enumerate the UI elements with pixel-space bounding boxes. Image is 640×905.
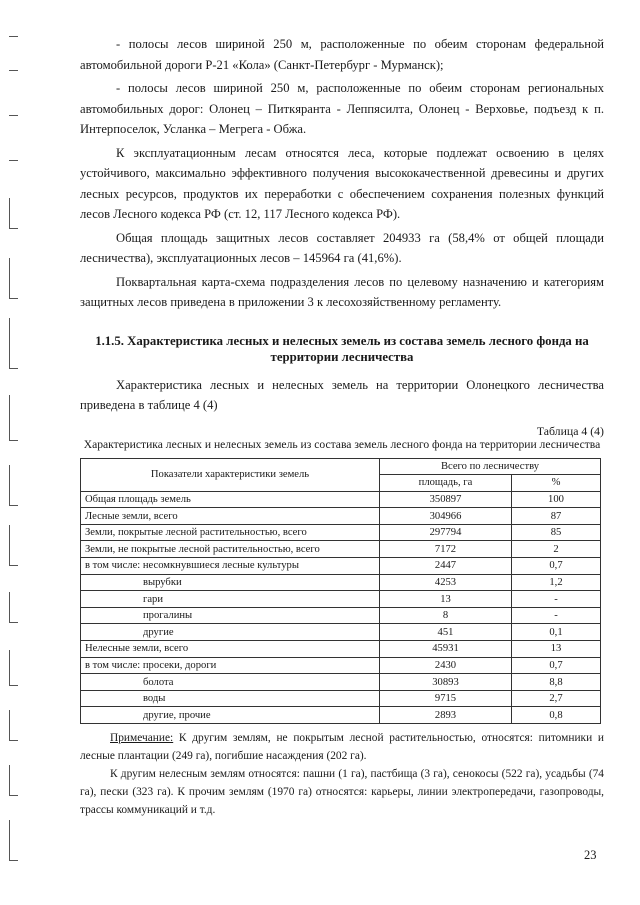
row-label: другие: [81, 624, 380, 641]
table-title: Характеристика лесных и нелесных земель из состава земель лесного фонда на территории лесничества: [83, 437, 601, 451]
row-label: другие, прочие: [81, 707, 380, 724]
row-area: 451: [380, 624, 512, 641]
margin-line: [9, 198, 10, 228]
row-percent: 0,7: [512, 657, 601, 674]
margin-tick: [9, 740, 18, 741]
margin-line: [9, 765, 10, 795]
table-label: Таблица 4 (4): [536, 423, 604, 438]
margin-line: [9, 820, 10, 860]
margin-line: [9, 318, 10, 368]
table-row: [81, 674, 601, 691]
margin-tick: [9, 160, 18, 161]
header-percent: %: [512, 475, 601, 492]
row-label: Общая площадь земель: [81, 491, 380, 508]
page-number: 23: [584, 848, 597, 862]
row-percent: 2: [512, 541, 601, 558]
row-percent: 0,8: [512, 707, 601, 724]
row-percent: 1,2: [512, 574, 601, 591]
table-row: [81, 607, 601, 624]
row-area: 350897: [380, 491, 512, 508]
row-area: 304966: [380, 508, 512, 525]
table-row: [81, 508, 601, 525]
margin-tick: [9, 505, 18, 506]
table-row: [81, 541, 601, 558]
row-percent: 0,7: [512, 558, 601, 575]
row-label: в том числе: просеки, дороги: [81, 657, 380, 674]
note-label: Примечание:: [110, 732, 174, 744]
row-area: 30893: [380, 674, 512, 691]
row-percent: -: [512, 607, 601, 624]
margin-tick: [9, 622, 18, 623]
paragraph-map-reference: Поквартальная карта-схема подразделения лесов по целевому назначению и категориям защитных лесов приведена в приложении 3 к лесохозяйственному регламенту.: [80, 274, 604, 309]
document-page: [80, 34, 604, 819]
margin-tick: [9, 36, 18, 37]
table-row: [81, 524, 601, 541]
table-row: [81, 707, 601, 724]
row-area: 2447: [380, 558, 512, 575]
binding-margin-marks: [0, 0, 30, 905]
margin-tick: [9, 860, 18, 861]
row-area: 2430: [380, 657, 512, 674]
row-percent: 85: [512, 524, 601, 541]
margin-line: [9, 592, 10, 622]
table-row: [81, 574, 601, 591]
row-percent: 2,7: [512, 690, 601, 707]
margin-tick: [9, 565, 18, 566]
row-area: 8: [380, 607, 512, 624]
row-area: 13: [380, 591, 512, 608]
row-area: 7172: [380, 541, 512, 558]
row-area: 45931: [380, 641, 512, 658]
table-header-row: [81, 458, 601, 475]
margin-tick: [9, 440, 18, 441]
margin-tick: [9, 70, 18, 71]
row-label: Земли, покрытые лесной растительностью, всего: [81, 524, 380, 541]
margin-line: [9, 525, 10, 565]
table-row: [81, 641, 601, 658]
table-row: [81, 690, 601, 707]
section-intro: Характеристика лесных и нелесных земель на территории Олонецкого лесничества приведена в таблице 4 (4): [80, 377, 604, 412]
paragraph-total-area: Общая площадь защитных лесов составляет 204933 га (58,4% от общей площади лесничества), эксплуатационных лесов – 145964 га (41,6%).: [80, 230, 604, 265]
row-percent: 8,8: [512, 674, 601, 691]
table-row: [81, 624, 601, 641]
row-label: воды: [81, 690, 380, 707]
margin-line: [9, 465, 10, 505]
margin-line: [9, 395, 10, 440]
margin-tick: [9, 368, 18, 369]
row-label: вырубки: [81, 574, 380, 591]
header-indicators: Показатели характеристики земель: [81, 458, 380, 491]
row-label: прогалины: [81, 607, 380, 624]
paragraph-federal-road: - полосы лесов шириной 250 м, расположенные по обеим сторонам федеральной автомобильной дороги Р-21 «Кола» (Санкт-Петербург - Мурманск);: [80, 37, 604, 72]
row-percent: 87: [512, 508, 601, 525]
row-label: Земли, не покрытые лесной растительностью, всего: [81, 541, 380, 558]
table-row: [81, 657, 601, 674]
row-label: в том числе: несомкнувшиеся лесные культуры: [81, 558, 380, 575]
table-row: [81, 558, 601, 575]
margin-tick: [9, 298, 18, 299]
table-row: [81, 591, 601, 608]
row-percent: 100: [512, 491, 601, 508]
section-heading: 1.1.5. Характеристика лесных и нелесных земель из состава земель лесного фонда на территории лесничества: [95, 333, 589, 364]
paragraph-exploitation-forests: К эксплуатационным лесам относятся леса, которые подлежат освоению в целях устойчивого, максимально эффективного получения высококачественной древесины и других лесных ресурсов, продуктов их переработки с обеспечением сохранения полезных функций лесов Лесного кодекса РФ (ст. 12, 117 Лесного кодекса РФ).: [80, 145, 604, 221]
row-label: гари: [81, 591, 380, 608]
row-area: 4253: [380, 574, 512, 591]
row-percent: 13: [512, 641, 601, 658]
header-area: площадь, га: [380, 475, 512, 492]
margin-line: [9, 258, 10, 298]
row-area: 2893: [380, 707, 512, 724]
margin-line: [9, 650, 10, 685]
paragraph-regional-roads: - полосы лесов шириной 250 м, расположенные по обеим сторонам региональных автомобильных дорог: Олонец – Питкяранта - Леппясилта, Олонец - Верховье, подъезд к п. Интерпоселок, Усланка – Мегрега - Обжа.: [80, 81, 604, 136]
margin-line: [9, 710, 10, 740]
row-label: Нелесные земли, всего: [81, 641, 380, 658]
margin-tick: [9, 228, 18, 229]
row-percent: 0,1: [512, 624, 601, 641]
table-row: [81, 491, 601, 508]
note-text: К другим землям, не покрытым лесной растительностью, относятся: питомники и лесные плантации (249 га), погибшие насаждения (202 га).: [80, 732, 604, 762]
table-note-other: К другим нелесным землям относятся: пашни (1 га), пастбища (3 га), сенокосы (522 га), усадьбы (74 га), пески (323 га). К прочим землям (1970 га) относятся: карьеры, линии электропередачи, газопроводы, трассы коммуникаций и т.д.: [80, 768, 604, 816]
table-note: [80, 729, 604, 765]
row-area: 9715: [380, 690, 512, 707]
land-characteristics-table: [80, 458, 601, 725]
header-total-group: Всего по лесничеству: [380, 458, 601, 475]
row-area: 297794: [380, 524, 512, 541]
row-label: болота: [81, 674, 380, 691]
margin-tick: [9, 115, 18, 116]
margin-tick: [9, 685, 18, 686]
row-label: Лесные земли, всего: [81, 508, 380, 525]
row-percent: -: [512, 591, 601, 608]
margin-tick: [9, 795, 18, 796]
